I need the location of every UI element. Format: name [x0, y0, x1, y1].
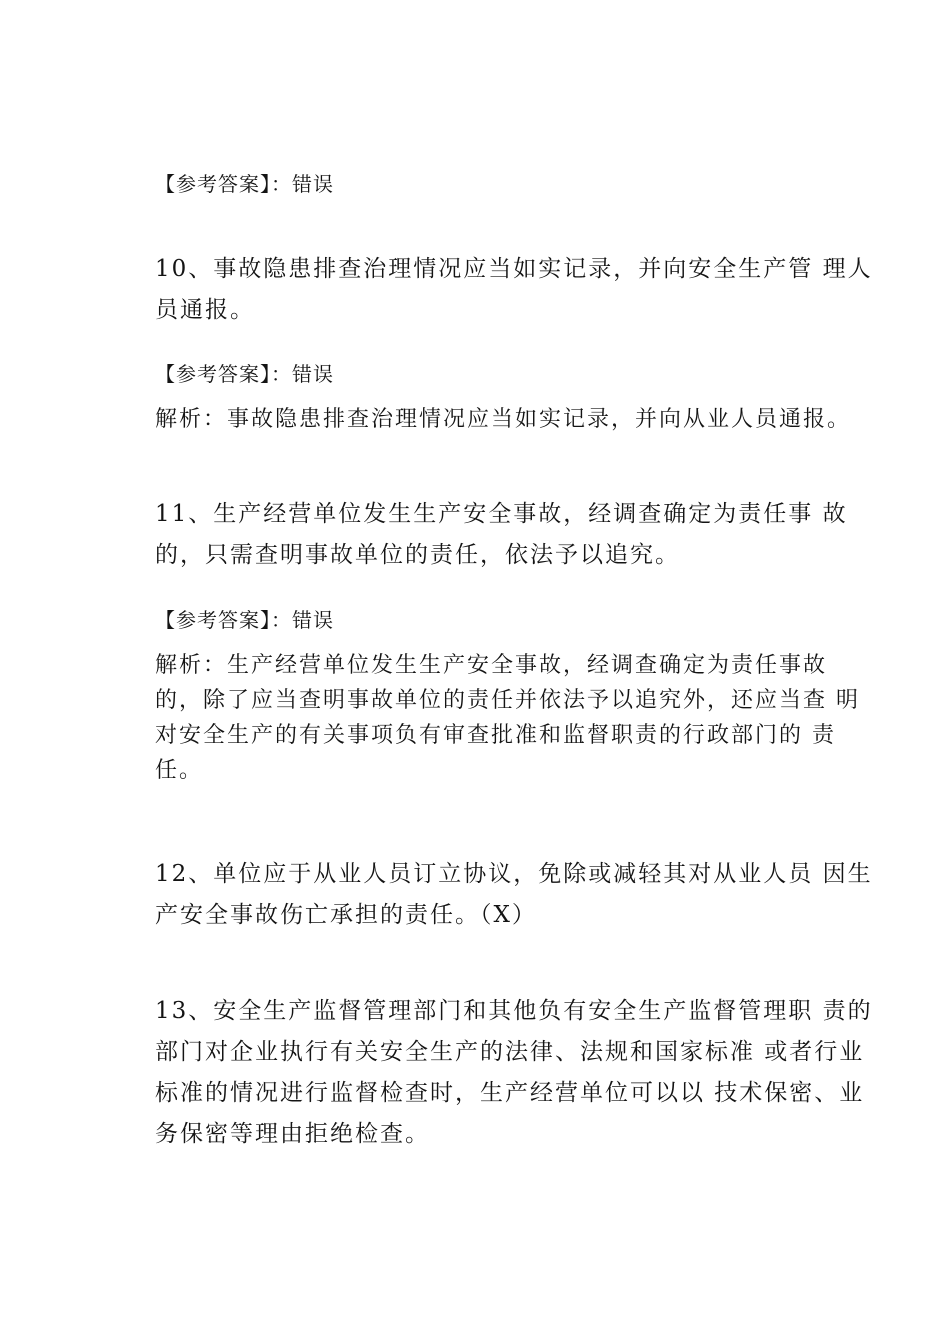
question-13-line-4: 务保密等理由拒绝检查。 [155, 1121, 430, 1147]
question-12-line-2: 产安全事故伤亡承担的责任。（X） [155, 902, 537, 928]
question-11 [155, 494, 855, 576]
answer-label-q10: 【参考答案】：错误 [155, 362, 334, 386]
answer-label-q9: 【参考答案】：错误 [155, 172, 334, 196]
question-11-line-1: 11、生产经营单位发生生产安全事故，经调查确定为责任事 故 [155, 501, 848, 527]
analysis-q10-line-1: 解析：事故隐患排查治理情况应当如实记录，并向从业人员通报。 [155, 407, 852, 432]
analysis-q11 [155, 648, 860, 788]
question-11-line-2: 的，只需查明事故单位的责任，依法予以追究。 [155, 542, 680, 568]
question-10 [155, 249, 873, 331]
question-13-line-2: 部门对企业执行有关安全生产的法律、法规和国家标准 或者行业 [155, 1039, 865, 1065]
analysis-q11-line-3: 对安全生产的有关事项负有审查批准和监督职责的行政部门的 责 [155, 723, 836, 748]
analysis-q11-line-2: 的，除了应当查明事故单位的责任并依法予以追究外，还应当查 明 [155, 688, 860, 713]
question-13-line-3: 标准的情况进行监督检查时，生产经营单位可以以 技术保密、业 [155, 1080, 865, 1106]
question-10-line-1: 10、事故隐患排查治理情况应当如实记录，并向安全生产管 理人 [155, 256, 873, 282]
analysis-q11-line-4: 任。 [155, 758, 204, 783]
question-10-line-2: 员通报。 [155, 297, 255, 323]
question-12-line-1: 12、单位应于从业人员订立协议，免除或减轻其对从业人员 因生 [155, 861, 873, 887]
question-12 [155, 854, 873, 936]
analysis-q10 [155, 402, 855, 437]
analysis-q11-line-1: 解析：生产经营单位发生生产安全事故，经调查确定为责任事故 [155, 653, 828, 678]
question-13 [155, 991, 873, 1155]
answer-label-q11: 【参考答案】：错误 [155, 608, 334, 632]
question-13-line-1: 13、安全生产监督管理部门和其他负有安全生产监督管理职 责的 [155, 998, 873, 1024]
